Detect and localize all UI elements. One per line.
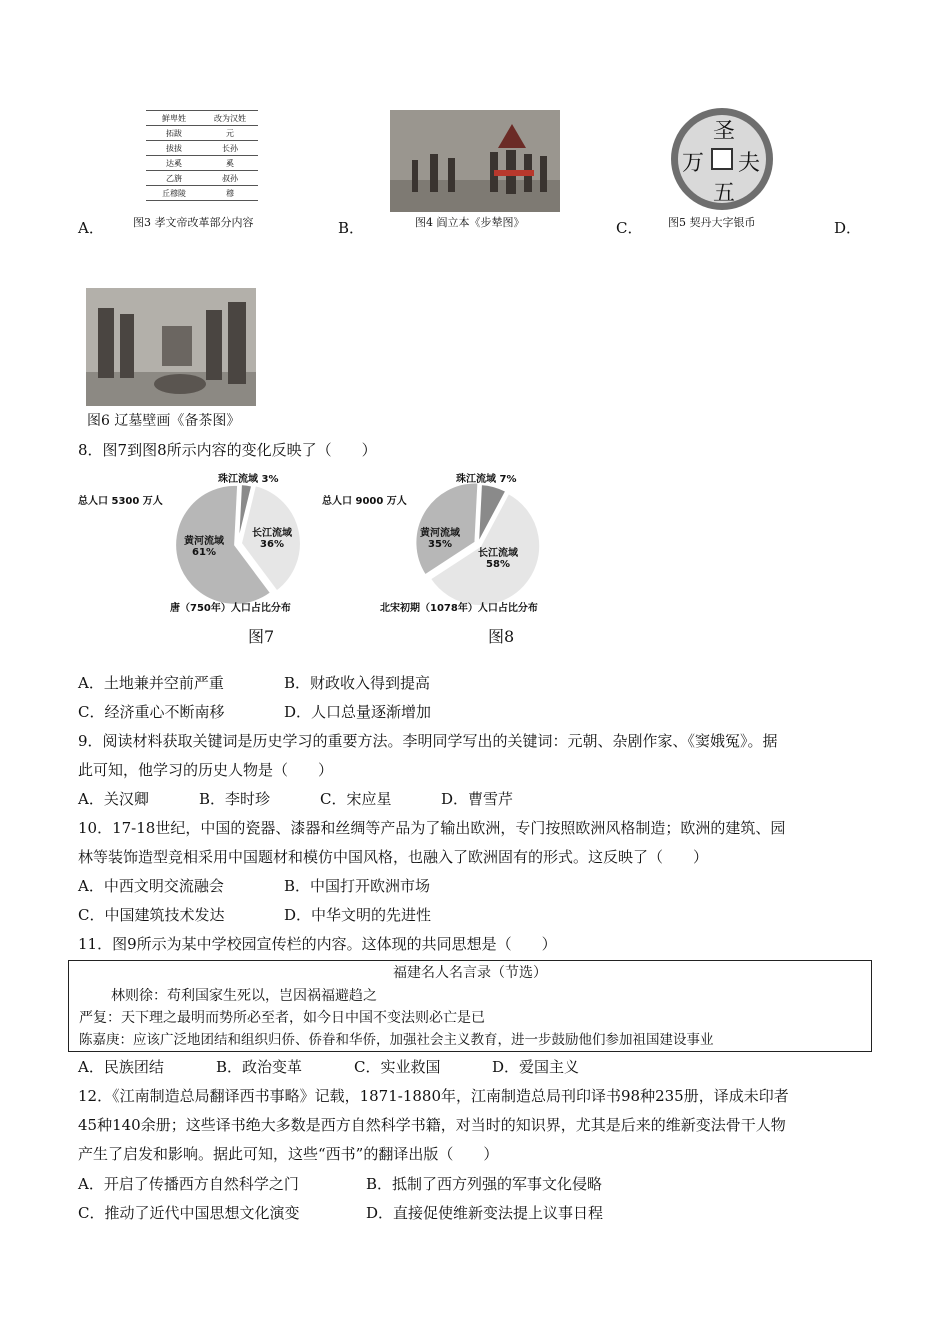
table-header: 鲜卑姓 xyxy=(146,111,202,126)
q10-options-row2 xyxy=(78,905,431,925)
q12-option-a[interactable]: A．开启了传播西方自然科学之门 xyxy=(78,1175,299,1193)
coin-char-top: 圣 xyxy=(713,119,736,144)
q11-quote-2: 严复：天下理之最明而势所必至者，如今日中国不变法则必亡是已 xyxy=(79,1010,485,1026)
q11-stem: 11．图9所示为某中学校园宣传栏的内容。这体现的共同思想是（ ） xyxy=(78,935,557,953)
q8-option-d[interactable]: D．人口总量逐渐增加 xyxy=(284,703,432,721)
q8-option-a[interactable]: A．土地兼并空前严重 xyxy=(78,674,224,692)
q10-option-b[interactable]: B．中国打开欧洲市场 xyxy=(284,877,431,895)
q8-options-row1 xyxy=(78,673,430,693)
fig7-slice-label-zhujiang xyxy=(218,470,278,485)
coin-char-left: 万 xyxy=(682,151,705,176)
table-row xyxy=(146,156,258,171)
q12-option-c[interactable]: C．推动了近代中国思想文化演变 xyxy=(78,1204,300,1222)
q11-option-b[interactable]: B．政治变革 xyxy=(216,1058,303,1076)
slice-value: 36% xyxy=(260,539,284,550)
coin-char-bottom: 五 xyxy=(713,181,736,206)
q9-stem-line1: 9．阅读材料获取关键词是历史学习的重要方法。李明同学写出的关键词：元朝、杂剧作家、《窦娥冤》。据 xyxy=(78,732,778,750)
fig7-slice-label-changjiang xyxy=(244,524,300,550)
coin-char-right: 夫 xyxy=(738,151,761,176)
fig6-mural-image xyxy=(86,288,256,406)
option-c-letter: C． xyxy=(616,219,643,237)
slice-name: 珠江流域 xyxy=(218,474,258,485)
q9-option-b[interactable]: B．李时珍 xyxy=(199,790,271,808)
fig8-label: 图8 xyxy=(488,627,515,646)
q12-option-b[interactable]: B．抵制了西方列强的军事文化侵略 xyxy=(366,1175,603,1193)
q12-stem-line2: 45种140余册；这些译书绝大多数是西方自然科学书籍，对当时的知识界，尤其是后来的维新变法骨干人物 xyxy=(78,1116,786,1134)
slice-name: 黄河流域 xyxy=(184,536,224,547)
q8-stem: 8．图7到图8所示内容的变化反映了（ ） xyxy=(78,441,377,459)
fig7-label: 图7 xyxy=(248,627,275,646)
q9-option-d[interactable]: D．曹雪芹 xyxy=(441,790,514,808)
fig4-painting-image xyxy=(390,110,560,212)
fig5-caption: 图5 契丹大字银币 xyxy=(668,216,756,229)
fig3-caption: 图3 孝文帝改革部分内容 xyxy=(133,216,254,229)
option-a-figure xyxy=(146,110,258,201)
q8-option-c[interactable]: C．经济重心不断南移 xyxy=(78,703,225,721)
fig5-coin-image xyxy=(668,106,776,212)
slice-name: 黄河流域 xyxy=(420,528,460,539)
q12-options-row1 xyxy=(78,1174,602,1194)
slice-name: 长江流域 xyxy=(478,548,518,559)
q9-option-a[interactable]: A．关汉卿 xyxy=(78,790,149,808)
q10-option-a[interactable]: A．中西文明交流融会 xyxy=(78,877,224,895)
q10-option-c[interactable]: C．中国建筑技术发达 xyxy=(78,906,225,924)
slice-name: 珠江流域 xyxy=(456,474,496,485)
fig8-slice-label-changjiang xyxy=(470,544,526,570)
table-cell: 乙旃 xyxy=(146,171,202,186)
q11-options xyxy=(78,1057,579,1077)
slice-value: 3% xyxy=(261,474,279,485)
table-cell: 长孙 xyxy=(202,141,258,156)
mural-figures-icon xyxy=(86,288,256,406)
slice-name: 长江流域 xyxy=(252,528,292,539)
fig8-slice-label-zhujiang xyxy=(456,470,516,485)
option-d-letter: D． xyxy=(834,219,862,237)
q8-options-row2 xyxy=(78,702,431,722)
q9-stem-line2: 此可知，他学习的历史人物是（ ） xyxy=(78,761,334,779)
table-cell: 穆 xyxy=(202,186,258,201)
fig7-title: 唐（750年）人口占比分布 xyxy=(170,603,291,614)
q11-option-c[interactable]: C．实业救国 xyxy=(354,1058,441,1076)
table-cell: 达奚 xyxy=(146,156,202,171)
option-b-letter: B． xyxy=(338,219,365,237)
fig3-table xyxy=(146,110,258,201)
q11-option-a[interactable]: A．民族团结 xyxy=(78,1058,164,1076)
table-row xyxy=(146,186,258,201)
table-cell: 丘穆陵 xyxy=(146,186,202,201)
fig7-total-label: 总人口 5300 万人 xyxy=(78,496,163,507)
q12-option-d[interactable]: D．直接促使维新变法提上议事日程 xyxy=(366,1204,604,1222)
fig8-title: 北宋初期（1078年）人口占比分布 xyxy=(380,603,538,614)
q9-option-c[interactable]: C．宋应星 xyxy=(320,790,392,808)
table-cell: 元 xyxy=(202,126,258,141)
q8-option-b[interactable]: B．财政收入得到提高 xyxy=(284,674,431,692)
q11-quote-3: 陈嘉庚：应该广泛地团结和组织归侨、侨眷和华侨，加强社会主义教育，进一步鼓励他们参加祖国建设事业 xyxy=(79,1032,714,1048)
fig8-slice-label-huanghe xyxy=(412,524,468,550)
q9-options xyxy=(78,789,513,809)
option-a-letter: A． xyxy=(78,219,104,237)
table-row xyxy=(146,111,258,126)
fig8-total-label: 总人口 9000 万人 xyxy=(322,496,407,507)
q12-stem-line1: 12．《江南制造总局翻译西书事略》记载，1871-1880年，江南制造总局刊印译书98种235册，译成未印者 xyxy=(78,1087,789,1105)
q10-stem-line1: 10．17-18世纪，中国的瓷器、漆器和丝绸等产品为了输出欧洲，专门按照欧洲风格制造；欧洲的建筑、园 xyxy=(78,819,786,837)
table-cell: 拓跋 xyxy=(146,126,202,141)
q11-box-title: 福建名人名言录（节选） xyxy=(393,965,547,981)
q11-option-d[interactable]: D．爱国主义 xyxy=(492,1058,580,1076)
q8-charts xyxy=(78,464,588,644)
painting-figures-icon xyxy=(390,110,560,212)
slice-value: 35% xyxy=(428,539,452,550)
table-cell: 奚 xyxy=(202,156,258,171)
q11-quote-box xyxy=(68,960,872,1052)
fig7-slice-label-huanghe xyxy=(176,532,232,558)
q12-stem-line3: 产生了启发和影响。据此可知，这些“西书”的翻译出版（ ） xyxy=(78,1145,499,1163)
table-row xyxy=(146,171,258,186)
table-cell: 叔孙 xyxy=(202,171,258,186)
fig4-caption: 图4 阎立本《步辇图》 xyxy=(415,216,525,229)
slice-value: 61% xyxy=(192,547,216,558)
slice-value: 58% xyxy=(486,559,510,570)
q10-stem-line2: 林等装饰造型竞相采用中国题材和模仿中国风格，也融入了欧洲固有的形式。这反映了（ ） xyxy=(78,848,709,866)
q12-options-row2 xyxy=(78,1203,603,1223)
fig6-caption: 图6 辽墓壁画《备茶图》 xyxy=(87,413,241,429)
table-row xyxy=(146,141,258,156)
q10-options-row1 xyxy=(78,876,430,896)
slice-value: 7% xyxy=(499,474,517,485)
table-cell: 拔拔 xyxy=(146,141,202,156)
table-header: 改为汉姓 xyxy=(202,111,258,126)
table-row xyxy=(146,126,258,141)
q11-quote-1: 林则徐：苟利国家生死以，岂因祸福避趋之 xyxy=(111,988,377,1004)
q10-option-d[interactable]: D．中华文明的先进性 xyxy=(284,906,432,924)
